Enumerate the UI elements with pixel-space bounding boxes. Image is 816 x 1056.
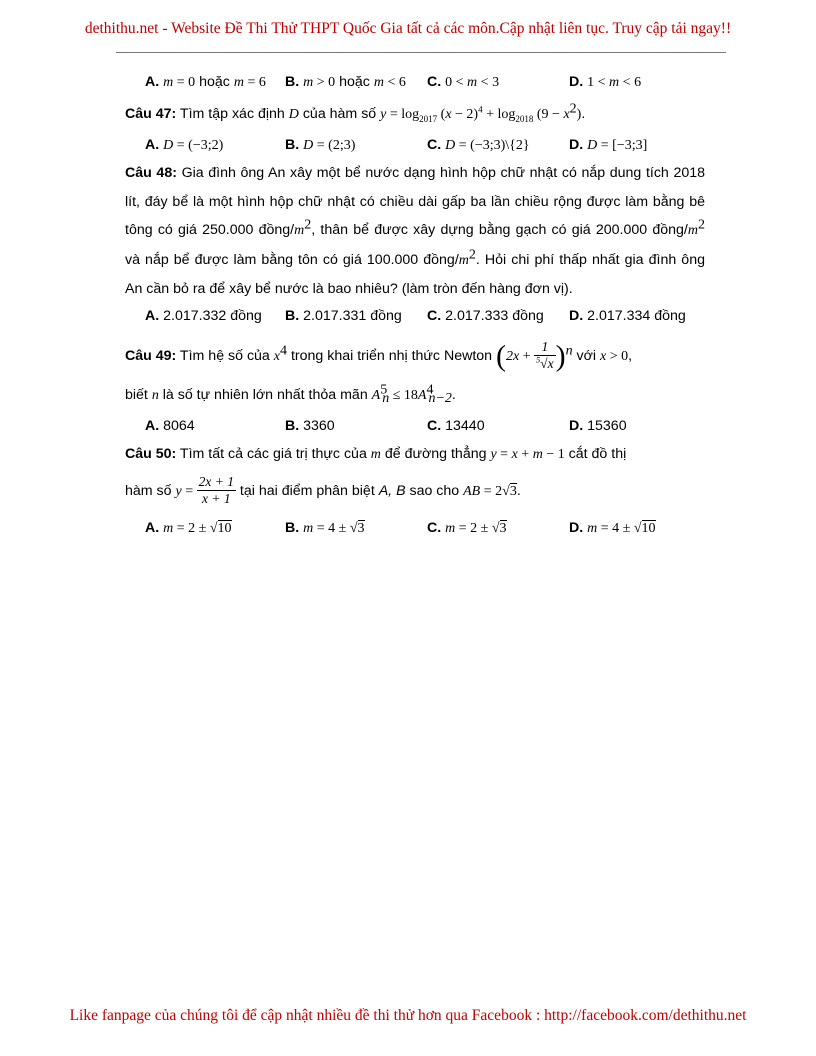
q50-number: Câu 50: bbox=[125, 445, 177, 462]
q49-answer-d: D. 15360 bbox=[569, 417, 627, 434]
q50-answer-d: D. m = 4 ± √10 bbox=[569, 519, 656, 536]
q47-number: Câu 47: bbox=[125, 106, 177, 122]
q46-answer-row bbox=[125, 70, 705, 94]
q49-stem-line2: biết n là số tự nhiên lớn nhất thỏa mãn $A^5_n \le 18A^4_{n-2}$. bbox=[125, 381, 456, 407]
q47-stem: Câu 47: Tìm tập xác định D của hàm số $y = \log_{2017} (x - 2)^4 + \log_{2018} (9 - x^2)$. bbox=[125, 101, 586, 124]
header-divider bbox=[116, 52, 726, 53]
q46-answer-d: D. 1 < m < 6 bbox=[569, 74, 642, 90]
q49-answer-a: A. 8064 bbox=[145, 417, 195, 434]
q46-answer-c: C. 0 < m < 3 bbox=[427, 74, 500, 90]
q48-answer-row bbox=[125, 304, 705, 328]
q48-answer-d: D. 2.017.334 đồng bbox=[569, 307, 686, 324]
q47-answer-a: A. D = (−3;2) bbox=[145, 137, 224, 153]
q50-answer-row bbox=[125, 516, 705, 540]
q49-number: Câu 49: bbox=[125, 347, 177, 364]
site-header-banner: dethithu.net - Website Đề Thi Thử THPT Quốc Gia tất cả các môn.Cập nhật liên tục. Truy cập tải ngay!! bbox=[84, 20, 732, 37]
q47-answer-d: D. D = [−3;3] bbox=[569, 137, 648, 153]
q48-answer-c: C. 2.017.333 đồng bbox=[427, 307, 544, 324]
q50-answer-c: C. m = 2 ± √3 bbox=[427, 519, 507, 536]
q46-answer-b: B. m > 0 hoặc m < 6 bbox=[285, 74, 406, 90]
q48-answer-a: A. 2.017.332 đồng bbox=[145, 307, 262, 324]
q47-answer-b: B. D = (2;3) bbox=[285, 137, 356, 153]
exam-content bbox=[125, 70, 705, 540]
q49-answer-row bbox=[125, 414, 705, 438]
q49-stem-line1: Câu 49: Tìm hệ số của $x^4$ trong khai triển nhị thức Newton (2x + $\frac{1}{^5√x}$ )$^n$ với x > 0, bbox=[125, 338, 633, 372]
q50-stem-line1: Câu 50: Tìm tất cả các giá trị thực của m để đường thẳng y = x + m − 1 cắt đồ thị bbox=[125, 445, 627, 462]
q50-answer-a: A. m = 2 ± √10 bbox=[145, 519, 232, 536]
q50-answer-b: B. m = 4 ± √3 bbox=[285, 519, 365, 536]
q48-number: Câu 48: bbox=[125, 165, 177, 181]
site-footer-banner: Like fanpage của chúng tôi để cập nhật nhiều đề thi thử hơn qua Facebook : http://facebook.com/dethithu.net bbox=[69, 1007, 747, 1024]
q47-answer-row bbox=[125, 133, 705, 157]
q46-answer-a: A. m = 0 hoặc m = 6 bbox=[145, 74, 266, 90]
q50-stem-line2: hàm số y = $\frac{2x + 1}{x + 1}$ tại hai điểm phân biệt A, B sao cho AB = 2√3. bbox=[125, 474, 521, 507]
q48-stem: Câu 48: Gia đình ông An xây một bể nước dạng hình hộp chữ nhật có nắp dung tích 2018 lít, đáy bể là một hình hộp chữ nhật có chiều dài gấp ba lần chiều rộng được làm bằng bê tông có giá 250.000 đồng/$m^2$, thân bể được xây dựng bằng gạch có giá 200.000 đồng/$m^2$ và nắp bể được làm bằng tôn có giá 100.000 đồng/$m^2$. Hỏi chi phí thấp nhất gia đình ông An cần bỏ ra để xây bể nước là bao nhiêu? (làm tròn đến hàng đơn vị). bbox=[125, 165, 706, 297]
q48-answer-b: B. 2.017.331 đồng bbox=[285, 307, 402, 324]
q49-answer-c: C. 13440 bbox=[427, 417, 485, 434]
q47-answer-c: C. D = (−3;3)\{2} bbox=[427, 137, 530, 153]
q49-answer-b: B. 3360 bbox=[285, 417, 335, 434]
